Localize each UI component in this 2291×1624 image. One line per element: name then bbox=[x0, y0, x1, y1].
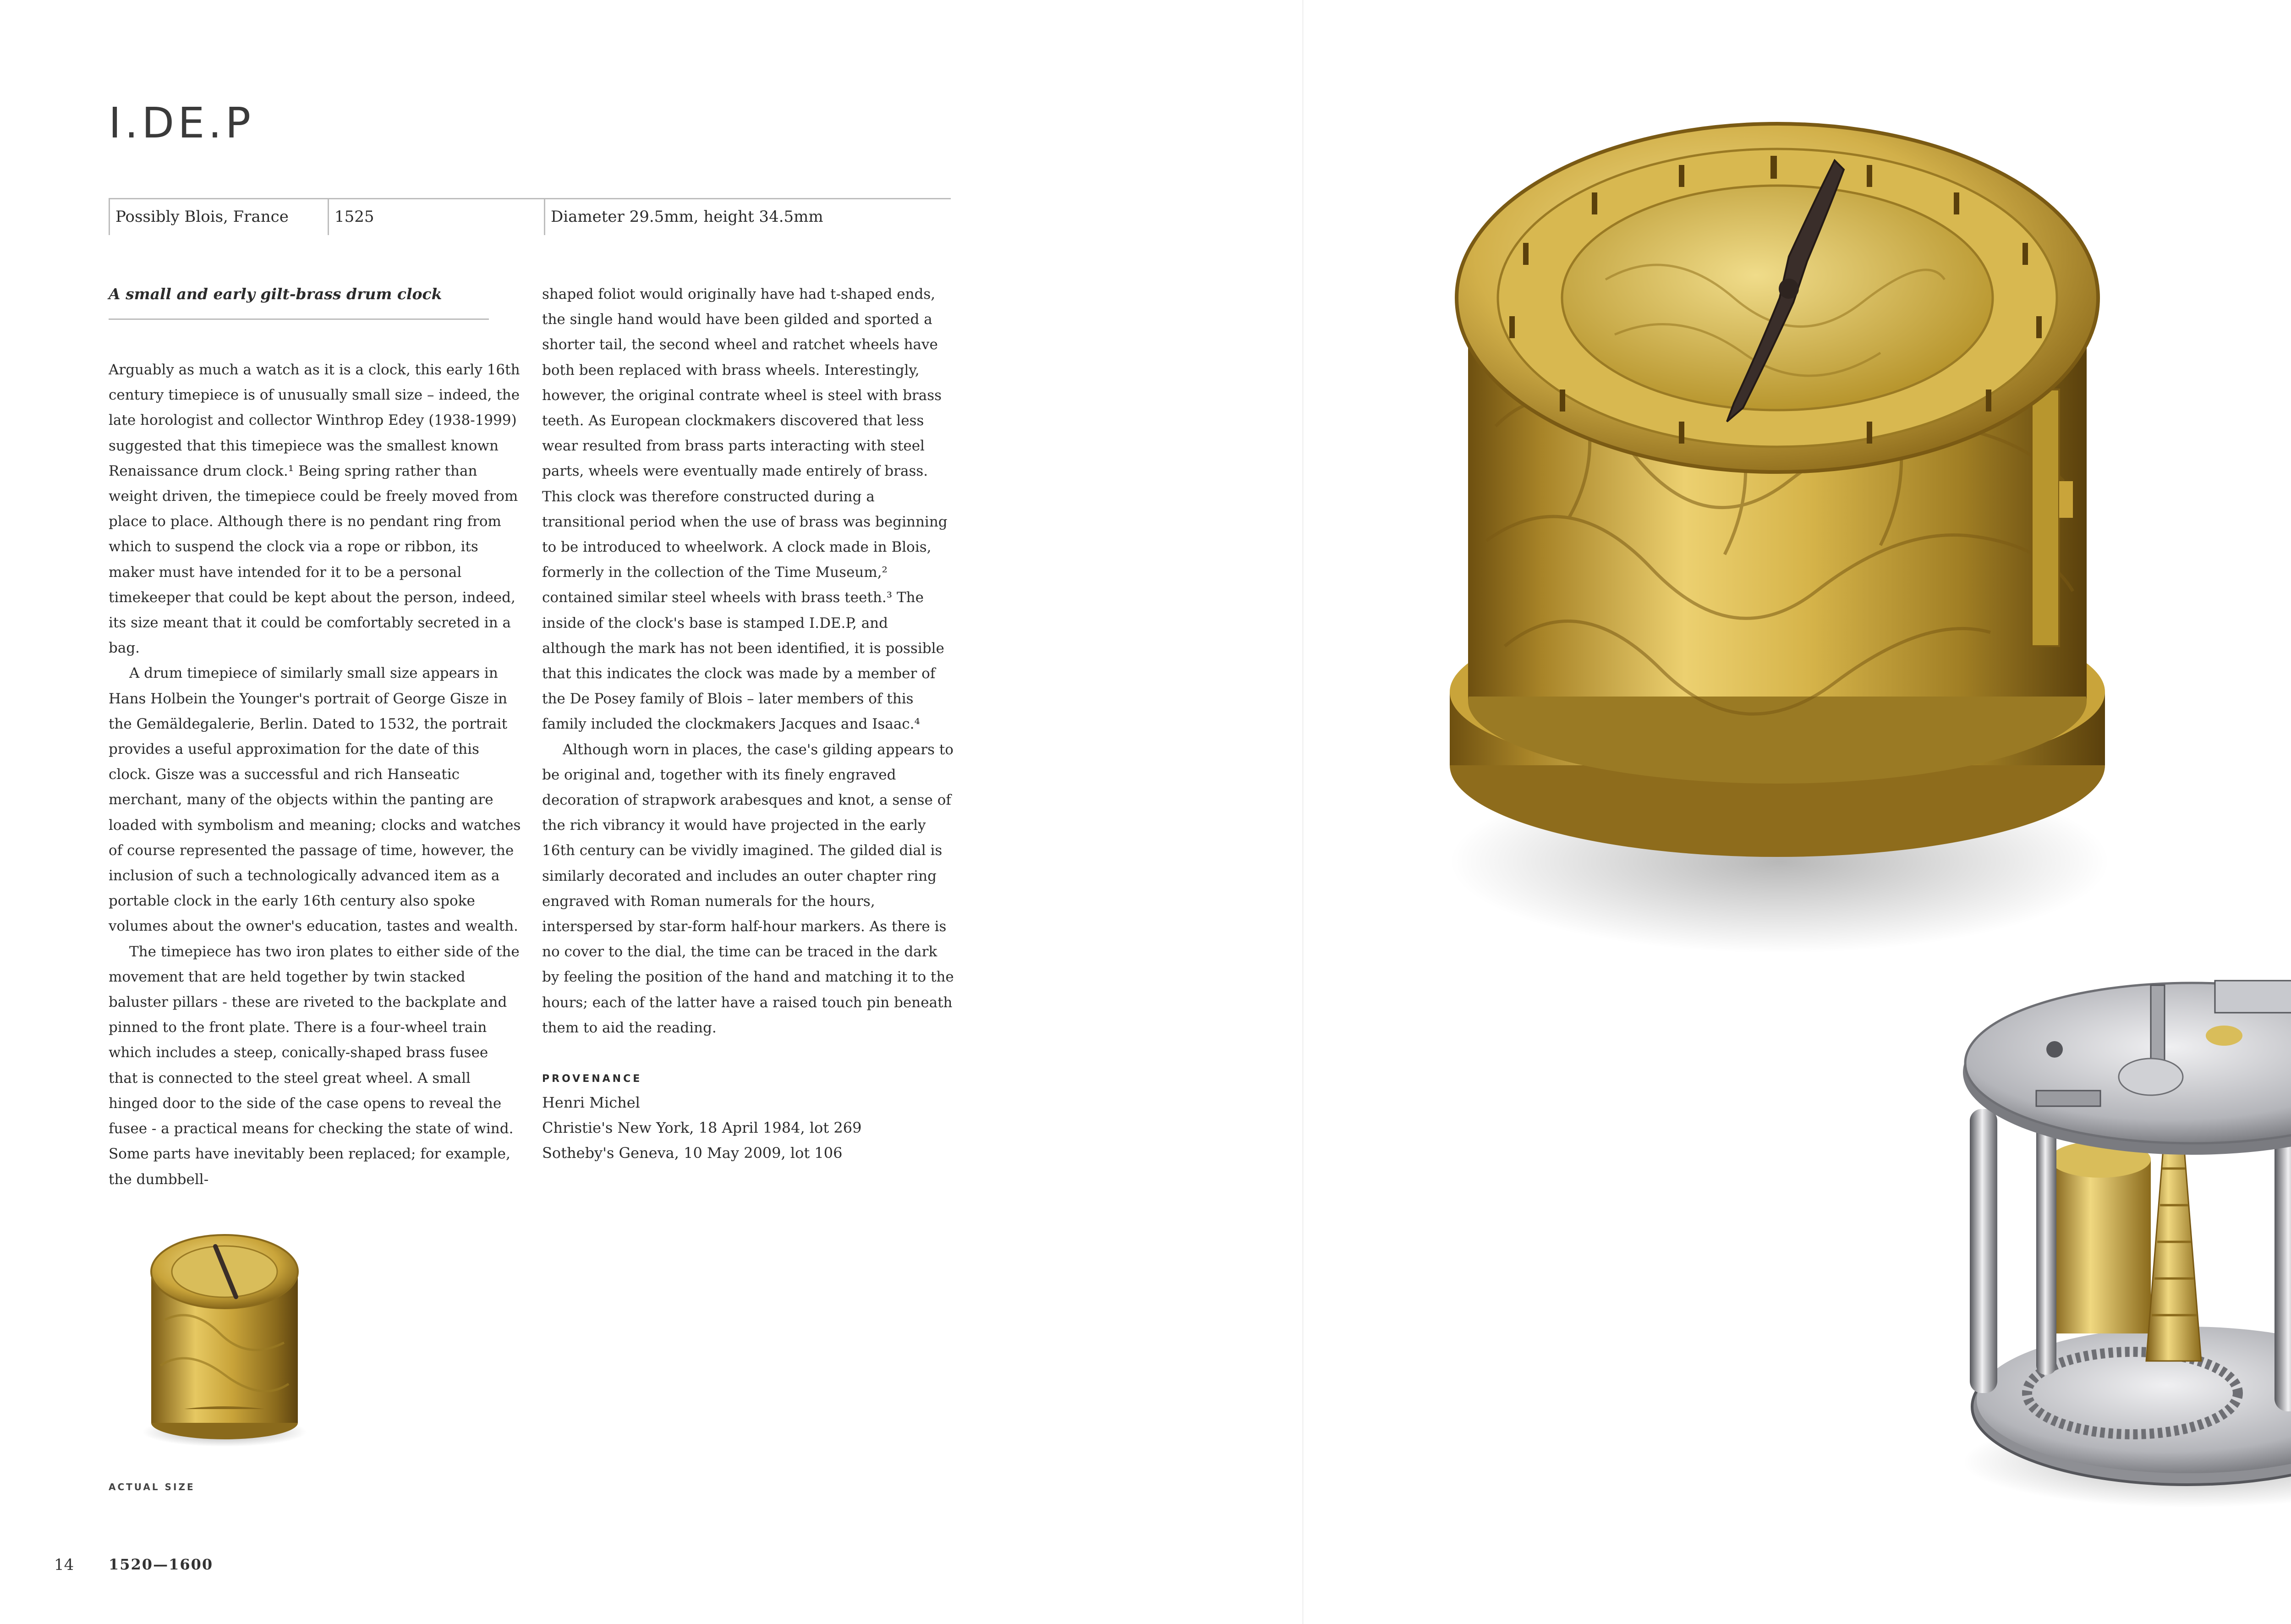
paragraph: shaped foliot would originally have had t-shaped ends, the single hand would have been gilded and sported a shorter tail, the second wheel and ratchet wheels have both been replaced with brass wheels. Interestingly, however, the original contrate wheel is steel with brass teeth. As European clockmakers discovered that less wear resulted from brass parts interacting with steel parts, wheels were eventually made entirely of brass. This clock was therefore constructed during a transitional period when the use of brass was beginning to be introduced to wheelwork. A clock made in Blois, formerly in the collection of the Time Museum,² contained similar steel wheels with brass teeth.³ The inside of the clock's base is stamped I.DE.P, and although the mark has not been identified, it is possible that this indicates the clock was made by a member of the De Posey family of Blois – later members of this family included the clockmakers Jacques and Isaac.⁴ bbox=[542, 286, 948, 733]
page-number-left: 14 bbox=[54, 1556, 74, 1574]
right-page bbox=[1303, 0, 2291, 1624]
paragraph: A drum timepiece of similarly small size appears in Hans Holbein the Younger's portrait of George Gisze in the Gemäldegalerie, Berlin. Dated to 1532, the portrait provides a useful approximation for the date of this clock. Gisze was a successful and rich Hanseatic merchant, many of the objects within the panting are loaded with symbolism and meaning; clocks and watches of course represented the passage of time, however, the inclusion of such a technologically advanced item as a portable clock in the early 16th century also spoke volumes about the owner's education, tastes and wealth. bbox=[109, 665, 521, 935]
text-column-2 bbox=[542, 282, 954, 1041]
drum-clock-actual-size-image bbox=[137, 1228, 312, 1448]
provenance-item: Sotheby's Geneva, 10 May 2009, lot 106 bbox=[542, 1144, 843, 1162]
text-column-1 bbox=[109, 357, 521, 1192]
spec-table bbox=[109, 198, 951, 235]
page-title: I.DE.P bbox=[109, 99, 255, 148]
spec-origin: Possibly Blois, France bbox=[109, 199, 328, 235]
paragraph: Although worn in places, the case's gilding appears to be original and, together with its finely engraved decoration of strapwork arabesques and knot, a sense of the rich vibrancy it would have projected in the early 16th century can be vividly imagined. The gilded dial is similarly decorated and includes an outer chapter ring engraved with Roman numerals for the hours, interspersed by star-form half-hour markers. As there is no cover to the dial, the time can be traced in the dark by feeling the position of the hand and matching it to the hours; each of the latter have a raised touch pin beneath them to aid the reading. bbox=[542, 741, 954, 1036]
clock-movement-image bbox=[1954, 967, 2291, 1508]
provenance-item: Henri Michel bbox=[542, 1094, 640, 1111]
spec-dimensions: Diameter 29.5mm, height 34.5mm bbox=[544, 199, 951, 235]
provenance-list bbox=[542, 1090, 861, 1166]
spec-date: 1525 bbox=[328, 199, 544, 235]
drum-clock-main-image bbox=[1441, 105, 2114, 1004]
provenance-heading: PROVENANCE bbox=[542, 1073, 642, 1085]
paragraph: The timepiece has two iron plates to either side of the movement that are held together by twin stacked baluster pillars - these are riveted to the backplate and pinned to the front plate. There is a four-wheel train which includes a steep, conically-shaped brass fusee that is connected to the steel great wheel. A small hinged door to the side of the case opens to reveal the fusee - a practical means for checking the state of wind. Some parts have inevitably been replaced; for example, the dumbbell- bbox=[109, 943, 520, 1188]
provenance-item: Christie's New York, 18 April 1984, lot 269 bbox=[542, 1119, 862, 1136]
paragraph: Arguably as much a watch as it is a clock, this early 16th century timepiece is of unusually small size – indeed, the late horologist and collector Winthrop Edey (1938-1999) suggested that this timepiece was the smallest known Renaissance drum clock.¹ Being spring rather than weight driven, the timepiece could be freely moved from place to place. Although there is no pendant ring from which to suspend the clock via a rope or ribbon, its maker must have intended for it to be a personal timekeeper that could be kept about the person, indeed, its size meant that it could be comfortably secreted in a bag. bbox=[109, 362, 520, 657]
object-subtitle: A small and early gilt-brass drum clock bbox=[109, 285, 489, 320]
actual-size-caption: ACTUAL SIZE bbox=[109, 1481, 195, 1492]
running-head-left: 1520—1600 bbox=[109, 1556, 214, 1573]
